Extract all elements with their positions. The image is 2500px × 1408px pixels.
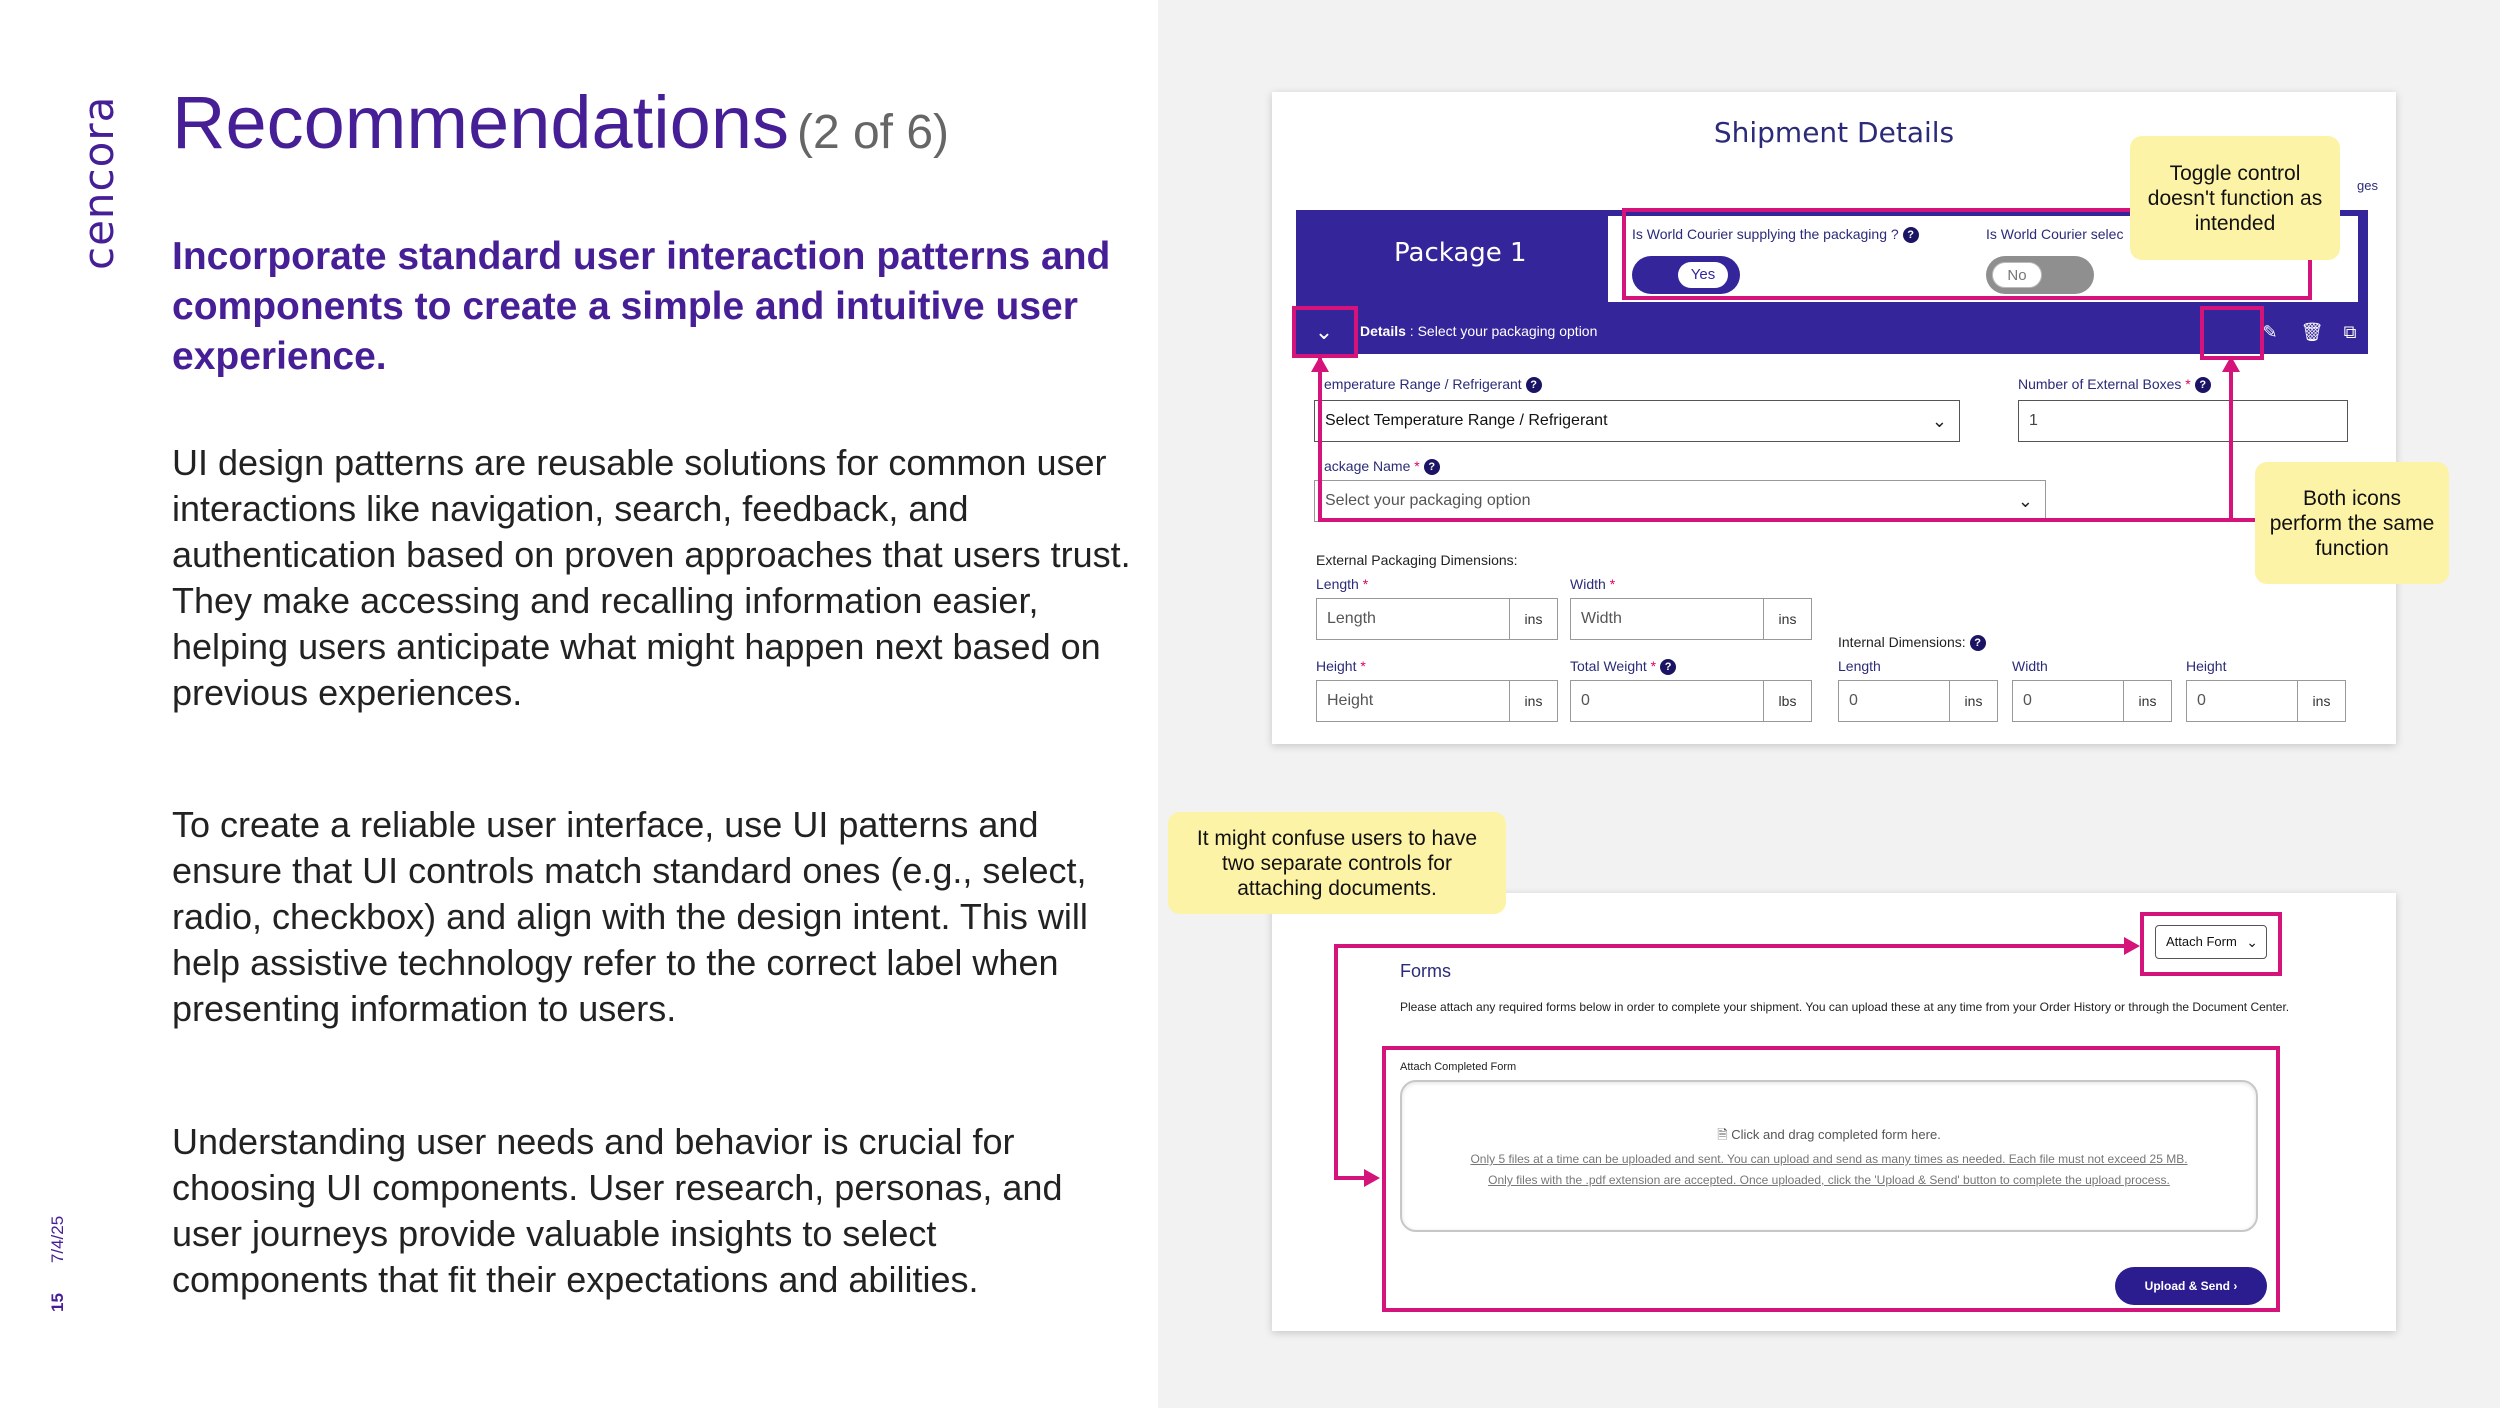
help-icon[interactable]: ? (1660, 659, 1676, 675)
internal-length-input[interactable] (1838, 680, 1998, 722)
total-weight-input[interactable] (1570, 680, 1812, 722)
cencora-logo (30, 95, 123, 275)
title-text: Recommendations (172, 81, 789, 164)
length-label (1316, 576, 1368, 592)
package-name-select[interactable] (1314, 480, 2046, 522)
attach-completed-form-label: Attach Completed Form (1400, 1061, 1517, 1073)
slide-date: 7/4/25 (48, 1215, 67, 1264)
connector-line (1334, 944, 2124, 948)
unit-label: ins (2123, 681, 2171, 721)
dropzone-limit-text: Only 5 files at a time can be uploaded and sent. You can upload and send as many times as needed. Each file must not exceed 25 MB. (1470, 1152, 2188, 1166)
note-toggle: Toggle control doesn't function as intended (2130, 136, 2340, 260)
temperature-value: Select Temperature Range / Refrigerant (1325, 412, 1608, 429)
paragraph-research: Understanding user needs and behavior is crucial for choosing UI components. User research, personas, and user journeys provide valuable insights to select components that fit their expectations and abilities. (172, 1121, 1063, 1300)
arrow-right-icon (2124, 937, 2140, 955)
input-value: Height (1327, 692, 1374, 709)
chevron-down-icon[interactable]: ⌄ (1314, 319, 1334, 344)
dropzone-format-text: Only files with the .pdf extension are accepted. Once uploaded, click the 'Upload & Send' button to complete the upload process. (1488, 1173, 2170, 1187)
chevron-down-icon: ⌄ (1931, 411, 1947, 431)
internal-height-input[interactable] (2186, 680, 2346, 722)
package-name-placeholder: Select your packaging option (1325, 492, 1531, 509)
connector-line (1318, 518, 2258, 522)
unit-label: ins (1949, 681, 1997, 721)
forms-title: Forms (1400, 961, 1451, 981)
input-value: Width (1581, 610, 1622, 627)
total-weight-label (1570, 658, 1676, 675)
paragraph-controls: To create a reliable user interface, use UI patterns and ensure that UI controls match standard ones (e.g., select, radio, checkbox) and align with the design intent. This will help assistive technology refer to the correct label when presenting information to users. (172, 804, 1088, 1029)
unit-label: ins (1509, 599, 1557, 639)
dropzone-line1: Click and drag completed form here. (1731, 1127, 1941, 1142)
temperature-select[interactable] (1314, 400, 1960, 442)
internal-dimensions-label (1838, 634, 1986, 651)
help-icon[interactable]: ? (2195, 377, 2211, 393)
attach-form-highlight (2140, 912, 2282, 976)
unit-label: ins (2297, 681, 2345, 721)
connector-line (2229, 358, 2233, 522)
details-hint: : Select your packaging option (1405, 323, 1598, 339)
required-mark: * (1362, 576, 1369, 592)
length-label-text: Length (1316, 576, 1359, 592)
toggle-yes-label: Yes (1678, 262, 1728, 288)
height-label (1316, 658, 1366, 674)
arrow-up-icon (1311, 356, 1329, 372)
note-icons: Both icons perform the same function (2255, 462, 2449, 584)
page-title (172, 80, 949, 165)
help-icon[interactable]: ? (1526, 377, 1542, 393)
connector-line (1334, 1176, 1364, 1180)
upload-send-label: Upload & Send (2144, 1279, 2230, 1293)
dropzone-highlight (1382, 1046, 2280, 1312)
internal-length-label: Length (1838, 658, 1881, 674)
page-number: 15 (48, 1293, 67, 1312)
external-length-input[interactable] (1316, 598, 1558, 640)
help-icon[interactable]: ? (1424, 459, 1440, 475)
chevron-down-icon: ⌄ (2017, 491, 2033, 511)
packages-link-cut[interactable]: ges (2357, 178, 2378, 193)
package-label: Package 1 (1394, 238, 1527, 268)
chevron-down-icon: ⌄ (2246, 934, 2258, 950)
required-mark: * (1414, 458, 1420, 474)
required-mark: * (1360, 658, 1366, 674)
external-dimensions-label: External Packaging Dimensions: (1316, 552, 1518, 568)
help-icon[interactable]: ? (1970, 635, 1986, 651)
input-value: Length (1327, 610, 1376, 627)
width-label-text: Width (1570, 576, 1606, 592)
height-label-text: Height (1316, 658, 1357, 674)
required-mark: * (1650, 658, 1657, 674)
total-weight-text: Total Weight (1570, 658, 1647, 674)
arrow-up-icon (2222, 356, 2240, 372)
forms-description: Please attach any required forms below in order to complete your shipment. You can upload these at any time from your Order History or through the Document Center. (1400, 1000, 2290, 1014)
required-mark: * (2185, 376, 2191, 392)
external-width-input[interactable] (1570, 598, 1812, 640)
input-value: 0 (2197, 692, 2206, 709)
expand-icon-highlight (1292, 306, 1358, 358)
package-name-label (1324, 458, 1440, 475)
external-boxes-text: Number of External Boxes (2018, 376, 2182, 392)
input-value: 0 (1581, 692, 1590, 709)
external-boxes-label (2018, 376, 2211, 393)
external-height-input[interactable] (1316, 680, 1558, 722)
question-text: Is World Courier supplying the packaging ? (1632, 226, 1899, 242)
lead-statement: Incorporate standard user interaction patterns and components to create a simple and intuitive user experience. (172, 235, 1111, 378)
internal-height-label: Height (2186, 658, 2227, 674)
paragraph-patterns: UI design patterns are reusable solutions for common user interactions like navigation, search, feedback, and authentication based on proven approaches that users trust. They make accessing and recalling information easier, helping users anticipate what might happen next based on previous experiences. (172, 442, 1131, 713)
edit-icon-highlight (2200, 306, 2264, 360)
internal-dimensions-text: Internal Dimensions: (1838, 634, 1966, 650)
width-label (1570, 576, 1615, 592)
connector-line (1318, 358, 1322, 522)
title-suffix: (2 of 6) (796, 106, 950, 159)
unit-label: ins (1763, 599, 1811, 639)
internal-width-label: Width (2012, 658, 2048, 674)
required-mark: * (1609, 576, 1616, 592)
slide-content (0, 0, 1158, 1408)
internal-width-input[interactable] (2012, 680, 2172, 722)
note-attach: It might confuse users to have two separate controls for attaching documents. (1168, 812, 1506, 914)
chevron-right-icon: › (2233, 1279, 2238, 1293)
logo-text: cencora (74, 95, 123, 270)
slide-footer (48, 1200, 78, 1315)
details-text (1360, 323, 1597, 339)
pencil-icon[interactable]: ✎ (2262, 322, 2278, 342)
input-value: 0 (1849, 692, 1858, 709)
shipment-details-title: Shipment Details (1713, 116, 1955, 149)
unit-label: ins (1509, 681, 1557, 721)
attach-form-label: Attach Form (2166, 934, 2237, 949)
connector-line (1334, 944, 1338, 1180)
arrow-right-icon (1364, 1169, 1380, 1187)
question-selecting: Is World Courier selec (1986, 226, 2124, 242)
package-name-text: ackage Name (1324, 458, 1411, 474)
file-icon: 🗎 (1717, 1127, 1732, 1142)
temperature-label-text: emperature Range / Refrigerant (1324, 376, 1522, 392)
toggle-no-label: No (1992, 262, 2042, 288)
input-value: 0 (2023, 692, 2032, 709)
help-icon[interactable]: ? (1903, 227, 1919, 243)
details-bold: Details (1360, 323, 1406, 339)
unit-label: lbs (1763, 681, 1811, 721)
external-boxes-input[interactable]: 1 (2018, 400, 2348, 442)
copy-icon[interactable]: ⧉ (2343, 322, 2357, 342)
trash-icon[interactable]: 🗑 (2300, 322, 2324, 342)
temperature-label (1324, 376, 1542, 393)
